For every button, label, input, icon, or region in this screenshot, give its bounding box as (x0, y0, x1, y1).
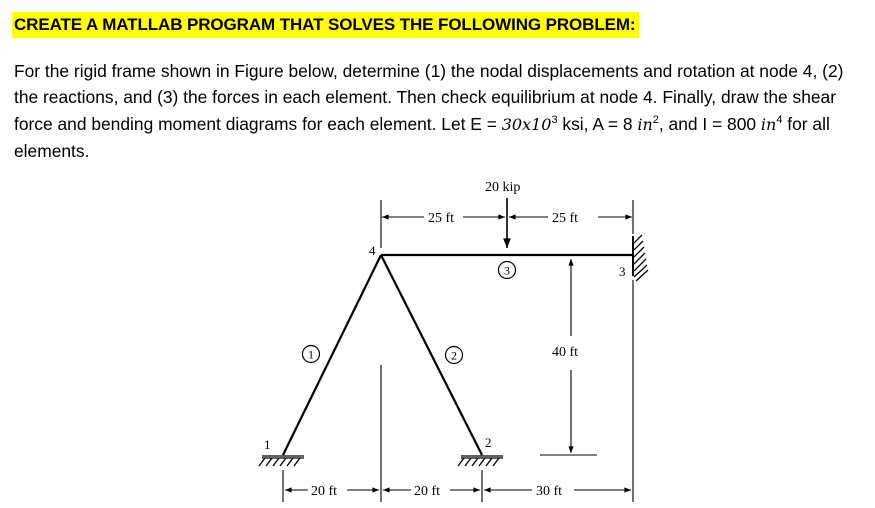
pin-support-node-2 (458, 456, 503, 466)
node-4-label: 4 (369, 243, 376, 258)
top-dim-left-label: 25 ft (428, 211, 455, 226)
svg-text:2: 2 (451, 348, 457, 363)
element-2-label (446, 347, 463, 364)
bottom-dim-3-label: 30 ft (536, 484, 563, 499)
element-2-member (381, 255, 482, 455)
height-dim-label: 40 ft (552, 345, 579, 360)
problem-text-part4: for all elements. (14, 113, 830, 161)
problem-text-part3: , and I = 800 (658, 113, 761, 134)
fixed-support-node-3 (633, 235, 648, 281)
element-1-member (283, 255, 381, 455)
e-value: 30x10 (501, 114, 552, 134)
i-exponent: 4 (776, 113, 783, 126)
node-3-label: 3 (619, 264, 626, 279)
problem-text-part2: ksi, A = 8 (557, 113, 638, 134)
top-dim-right-label: 25 ft (552, 211, 579, 226)
element-3-label (499, 262, 516, 279)
load-label: 20 kip (485, 180, 521, 195)
bottom-dim-2-label: 20 ft (414, 484, 441, 499)
problem-text-part1: For the rigid frame shown in Figure below, determine (1) the nodal displacements and rotation at node 4, (2) the reactions, and (3) the forces in each element. Then check equilibrium at node 4. Finally, draw the shear force and bending moment diagrams for each element. Let E = (14, 61, 844, 134)
problem-heading: CREATE A MATLLAB PROGRAM THAT SOLVES THE FOLLOWING PROBLEM: (12, 12, 639, 38)
element-1-label (303, 346, 320, 363)
a-exponent: 2 (652, 113, 659, 126)
a-unit: in (637, 114, 653, 134)
svg-text:1: 1 (308, 347, 314, 362)
pin-support-node-1 (259, 456, 304, 466)
bottom-dim-1-label: 20 ft (311, 484, 338, 499)
e-exponent: 3 (551, 113, 558, 126)
i-unit: in (760, 114, 777, 134)
svg-text:3: 3 (504, 263, 510, 278)
node-2-label: 2 (485, 435, 492, 450)
node-1-label: 1 (264, 437, 271, 452)
